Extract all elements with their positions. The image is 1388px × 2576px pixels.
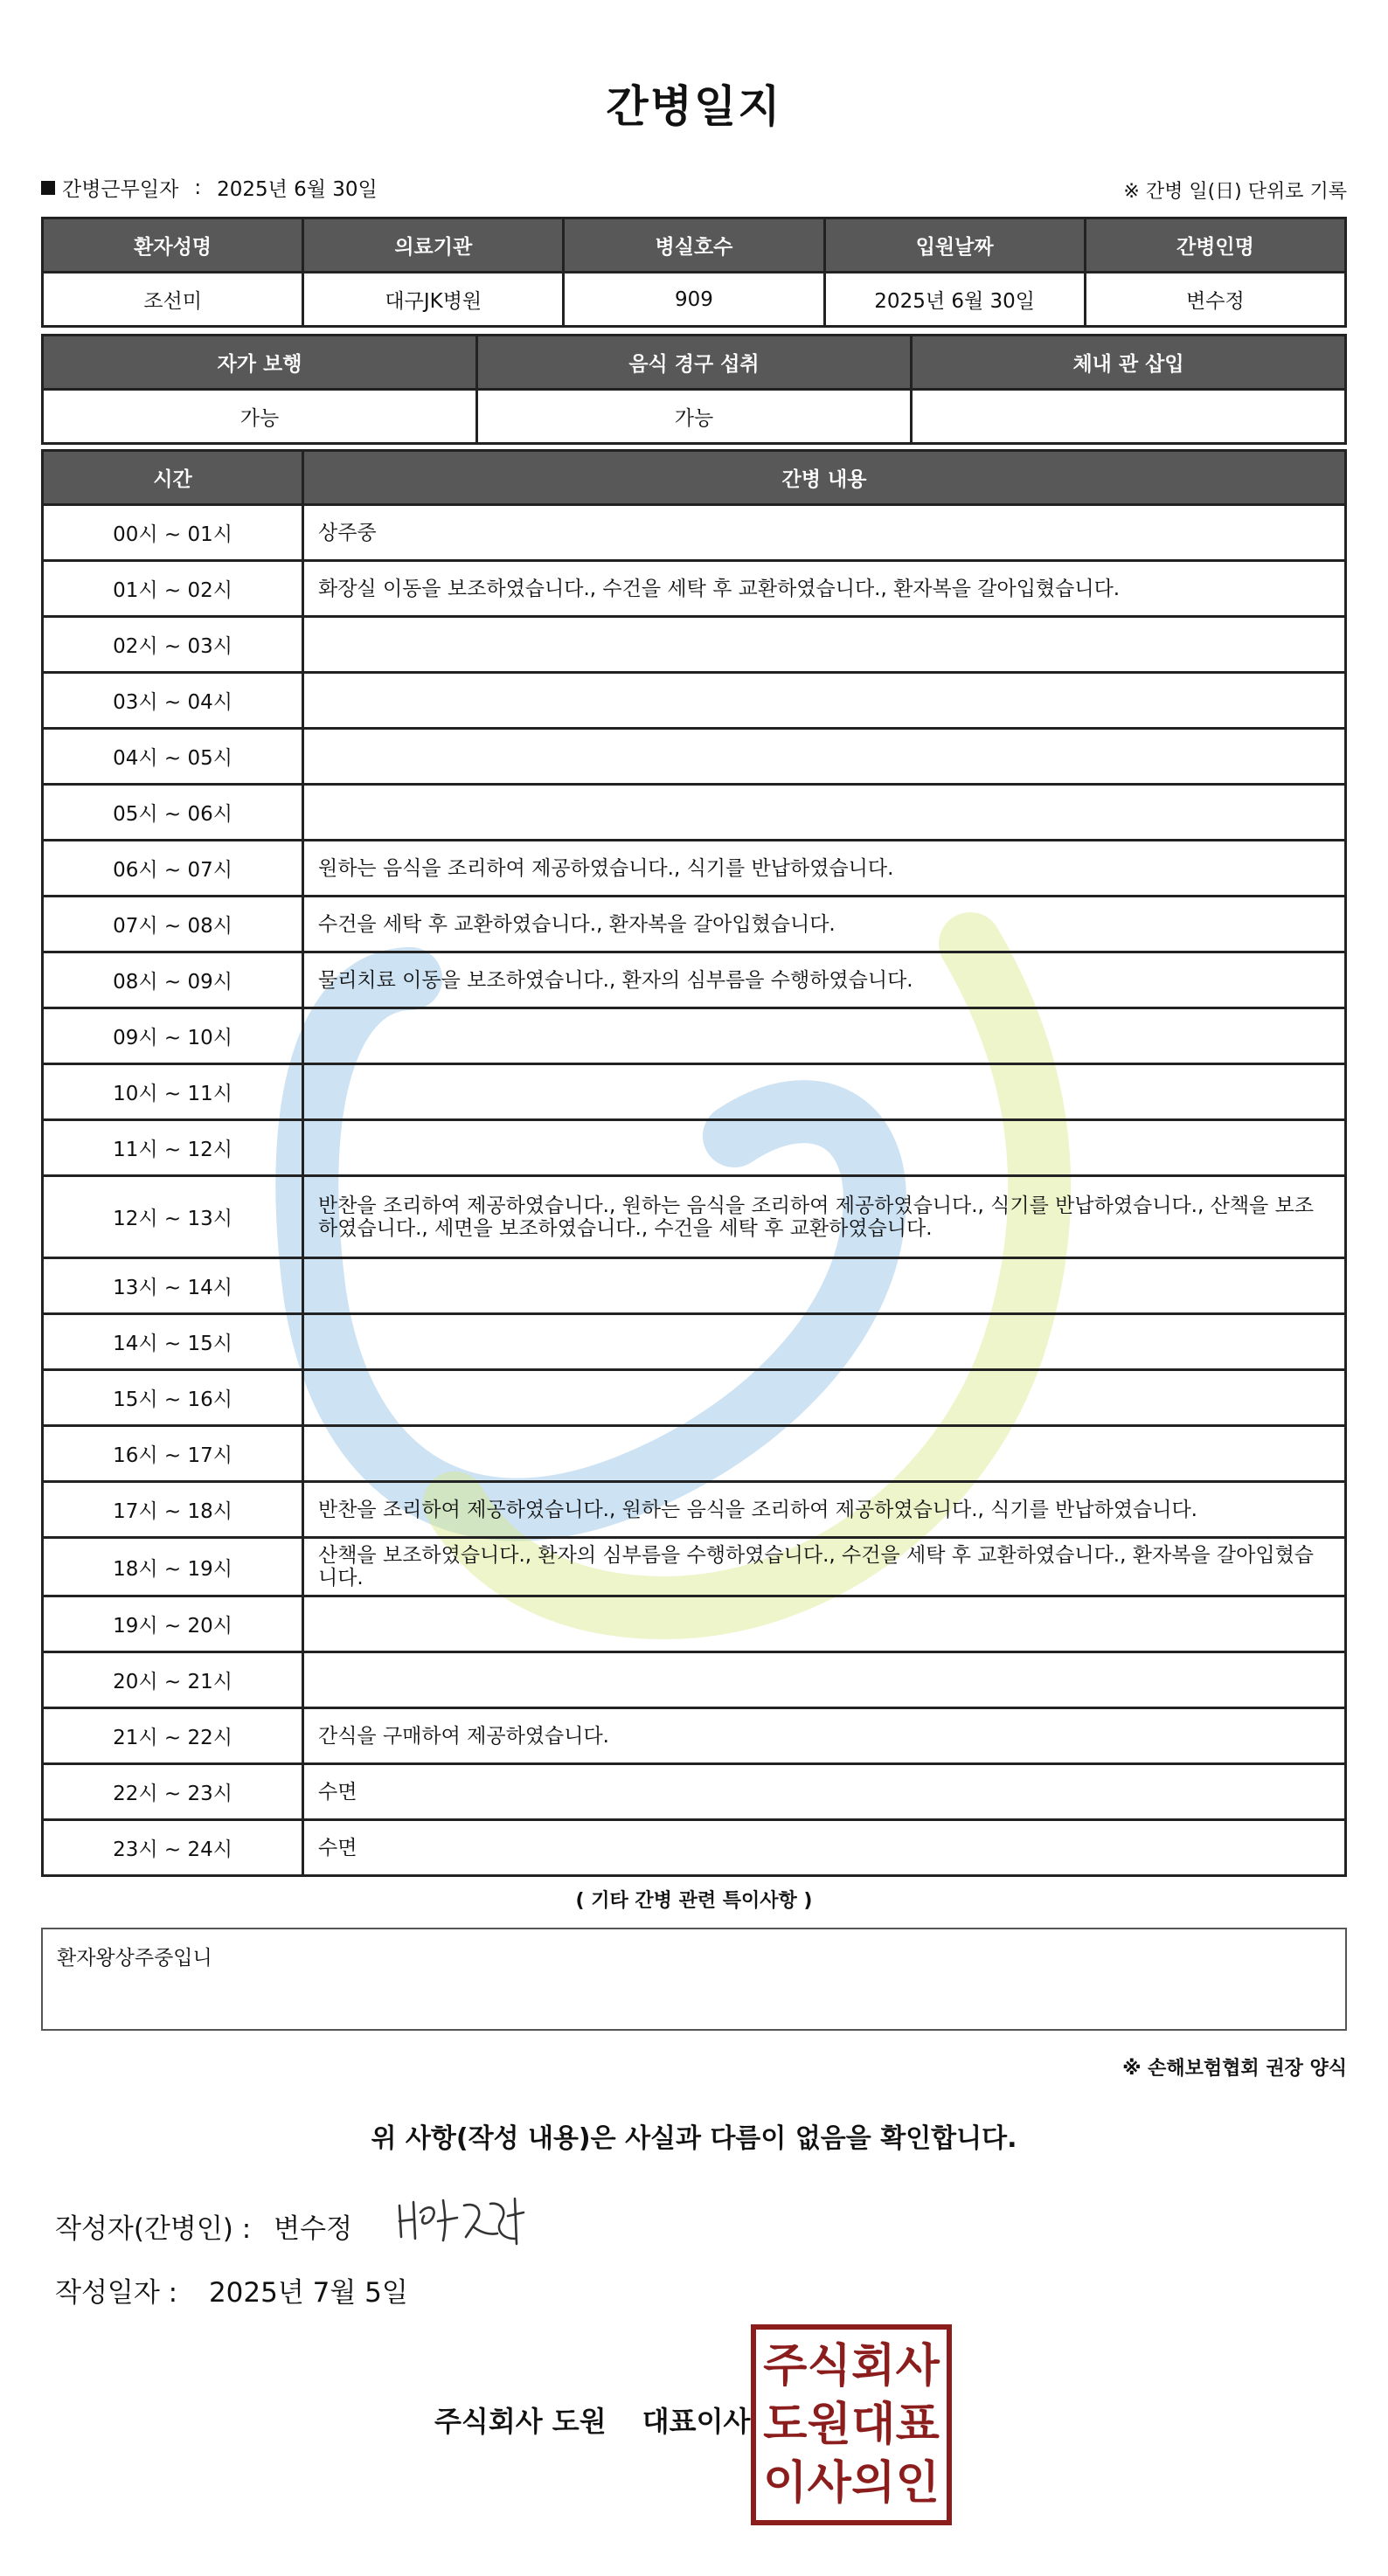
table-row bbox=[43, 1314, 1346, 1370]
note-cell bbox=[303, 1008, 1346, 1064]
time-cell: 04시 ~ 05시 bbox=[43, 729, 303, 785]
time-cell: 08시 ~ 09시 bbox=[43, 952, 303, 1008]
seal-char: 표 bbox=[895, 2398, 940, 2451]
patient-info-table bbox=[41, 217, 1347, 328]
seal-char: 이 bbox=[763, 2457, 808, 2510]
representative-title: 대표이사 bbox=[642, 2405, 751, 2438]
seal-char: 식 bbox=[807, 2339, 851, 2392]
time-cell: 20시 ~ 21시 bbox=[43, 1652, 303, 1708]
note-cell bbox=[303, 617, 1346, 673]
time-cell: 07시 ~ 08시 bbox=[43, 897, 303, 952]
time-cell: 12시 ~ 13시 bbox=[43, 1176, 303, 1258]
table-row bbox=[43, 1008, 1346, 1064]
hospital-name: 대구JK병원 bbox=[303, 273, 564, 327]
table-row bbox=[43, 785, 1346, 841]
time-cell: 10시 ~ 11시 bbox=[43, 1064, 303, 1120]
written-date-line bbox=[55, 2270, 408, 2309]
header-oral-intake: 음식 경구 섭취 bbox=[477, 336, 912, 390]
table-row bbox=[43, 1370, 1346, 1426]
note-cell bbox=[303, 1426, 1346, 1482]
writer-label: 작성자(간병인) : bbox=[55, 2213, 252, 2245]
table-row bbox=[43, 897, 1346, 952]
note-cell: 수면 bbox=[303, 1820, 1346, 1876]
note-cell: 물리치료 이동을 보조하였습니다., 환자의 심부름을 수행하였습니다. bbox=[303, 952, 1346, 1008]
seal-char: 인 bbox=[895, 2457, 940, 2510]
seal-char: 주 bbox=[763, 2339, 808, 2392]
time-cell: 02시 ~ 03시 bbox=[43, 617, 303, 673]
seal-char: 사 bbox=[895, 2339, 940, 2392]
header-room: 병실호수 bbox=[564, 218, 824, 273]
square-bullet-icon bbox=[41, 181, 55, 195]
time-cell: 06시 ~ 07시 bbox=[43, 841, 303, 897]
header-walking: 자가 보행 bbox=[43, 336, 477, 390]
time-cell: 14시 ~ 15시 bbox=[43, 1314, 303, 1370]
caregiver-name: 변수정 bbox=[1085, 273, 1345, 327]
writer-name: 변수정 bbox=[274, 2213, 353, 2245]
written-date-value: 2025년 7월 5일 bbox=[208, 2277, 408, 2309]
time-cell: 09시 ~ 10시 bbox=[43, 1008, 303, 1064]
work-date-separator: : bbox=[194, 176, 202, 199]
other-notes-title: ( 기타 간병 관련 특이사항 ) bbox=[575, 1890, 813, 1912]
table-row bbox=[43, 505, 1346, 561]
table-row bbox=[43, 1064, 1346, 1120]
note-cell bbox=[303, 1652, 1346, 1708]
table-row bbox=[43, 617, 1346, 673]
company-name: 주식회사 도원 bbox=[434, 2405, 607, 2438]
time-cell: 17시 ~ 18시 bbox=[43, 1482, 303, 1538]
note-cell: 반찬을 조리하여 제공하였습니다., 원하는 음식을 조리하여 제공하였습니다., 식기를 반납하였습니다. bbox=[303, 1482, 1346, 1538]
daily-record-note: ※ 간병 일(日) 단위로 기록 bbox=[1123, 181, 1347, 203]
note-cell: 간식을 구매하여 제공하였습니다. bbox=[303, 1708, 1346, 1764]
header-hospital: 의료기관 bbox=[303, 218, 564, 273]
table-row bbox=[43, 1708, 1346, 1764]
seal-char: 도 bbox=[763, 2398, 808, 2451]
note-cell bbox=[303, 673, 1346, 729]
table-row bbox=[43, 673, 1346, 729]
other-notes-box: 환자왕상주중입니 bbox=[41, 1928, 1347, 2031]
time-cell: 13시 ~ 14시 bbox=[43, 1258, 303, 1314]
header-admission-date: 입원날짜 bbox=[824, 218, 1085, 273]
written-date-label: 작성일자 : bbox=[55, 2277, 178, 2309]
note-cell: 수면 bbox=[303, 1764, 1346, 1820]
time-cell: 05시 ~ 06시 bbox=[43, 785, 303, 841]
seal-char: 대 bbox=[851, 2398, 896, 2451]
table-row bbox=[43, 1820, 1346, 1876]
table-row bbox=[43, 561, 1346, 617]
seal-char: 원 bbox=[807, 2398, 851, 2451]
time-cell: 21시 ~ 22시 bbox=[43, 1708, 303, 1764]
company-seal-stamp bbox=[751, 2324, 952, 2525]
table-row bbox=[43, 1764, 1346, 1820]
header-patient-name: 환자성명 bbox=[43, 218, 303, 273]
time-cell: 11시 ~ 12시 bbox=[43, 1120, 303, 1176]
note-cell bbox=[303, 729, 1346, 785]
work-date-value: 2025년 6월 30일 bbox=[217, 178, 378, 201]
oral-intake-value: 가능 bbox=[477, 390, 912, 444]
table-row bbox=[43, 1596, 1346, 1652]
header-care-content: 간병 내용 bbox=[303, 451, 1346, 505]
note-cell bbox=[303, 1120, 1346, 1176]
header-caregiver-name: 간병인명 bbox=[1085, 218, 1345, 273]
note-cell bbox=[303, 1370, 1346, 1426]
note-cell: 화장실 이동을 보조하였습니다., 수건을 세탁 후 교환하였습니다., 환자복을 갈아입혔습니다. bbox=[303, 561, 1346, 617]
patient-ability-table bbox=[41, 334, 1347, 445]
seal-char: 의 bbox=[851, 2457, 896, 2510]
note-cell bbox=[303, 785, 1346, 841]
table-row bbox=[43, 729, 1346, 785]
time-cell: 01시 ~ 02시 bbox=[43, 561, 303, 617]
table-row bbox=[43, 1538, 1346, 1596]
note-cell: 반찬을 조리하여 제공하였습니다., 원하는 음식을 조리하여 제공하였습니다., 식기를 반납하였습니다., 산책을 보조하였습니다., 세면을 보조하였습니다., 수건을 세탁 후 교환하였습니다. bbox=[303, 1176, 1346, 1258]
seal-char: 사 bbox=[807, 2457, 851, 2510]
room-number: 909 bbox=[564, 273, 824, 327]
note-cell: 산책을 보조하였습니다., 환자의 심부름을 수행하였습니다., 수건을 세탁 후 교환하였습니다., 환자복을 갈아입혔습니다. bbox=[303, 1538, 1346, 1596]
table-row bbox=[43, 1426, 1346, 1482]
table-row bbox=[43, 1652, 1346, 1708]
note-cell bbox=[303, 1258, 1346, 1314]
table-row bbox=[43, 1482, 1346, 1538]
time-cell: 19시 ~ 20시 bbox=[43, 1596, 303, 1652]
note-cell: 원하는 음식을 조리하여 제공하였습니다., 식기를 반납하였습니다. bbox=[303, 841, 1346, 897]
table-row bbox=[43, 1120, 1346, 1176]
table-row bbox=[43, 1258, 1346, 1314]
tube-insertion-value bbox=[912, 390, 1346, 444]
time-cell: 16시 ~ 17시 bbox=[43, 1426, 303, 1482]
work-date-line bbox=[41, 173, 1347, 203]
header-tube-insertion: 체내 관 삽입 bbox=[912, 336, 1346, 390]
time-cell: 15시 ~ 16시 bbox=[43, 1370, 303, 1426]
time-cell: 23시 ~ 24시 bbox=[43, 1820, 303, 1876]
page-title: 간병일지 bbox=[606, 81, 782, 132]
note-cell: 수건을 세탁 후 교환하였습니다., 환자복을 갈아입혔습니다. bbox=[303, 897, 1346, 952]
seal-char: 회 bbox=[851, 2339, 896, 2392]
admission-date: 2025년 6월 30일 bbox=[824, 273, 1085, 327]
header-time: 시간 bbox=[43, 451, 303, 505]
recommended-form-note: ※ 손해보험협회 권장 양식 bbox=[1122, 2058, 1347, 2080]
confirmation-statement: 위 사항(작성 내용)은 사실과 다름이 없음을 확인합니다. bbox=[371, 2123, 1017, 2154]
time-cell: 03시 ~ 04시 bbox=[43, 673, 303, 729]
time-cell: 22시 ~ 23시 bbox=[43, 1764, 303, 1820]
note-cell bbox=[303, 1314, 1346, 1370]
writer-line bbox=[55, 2206, 352, 2246]
time-cell: 18시 ~ 19시 bbox=[43, 1538, 303, 1596]
table-row bbox=[43, 841, 1346, 897]
handwritten-signature bbox=[392, 2186, 541, 2256]
note-cell bbox=[303, 1596, 1346, 1652]
walking-value: 가능 bbox=[43, 390, 477, 444]
patient-name: 조선미 bbox=[43, 273, 303, 327]
work-date-label: 간병근무일자 bbox=[62, 178, 179, 201]
table-row bbox=[43, 952, 1346, 1008]
hourly-care-log-table bbox=[41, 449, 1347, 1877]
table-row bbox=[43, 1176, 1346, 1258]
company-line bbox=[434, 2399, 750, 2440]
time-cell: 00시 ~ 01시 bbox=[43, 505, 303, 561]
note-cell bbox=[303, 1064, 1346, 1120]
note-cell: 상주중 bbox=[303, 505, 1346, 561]
